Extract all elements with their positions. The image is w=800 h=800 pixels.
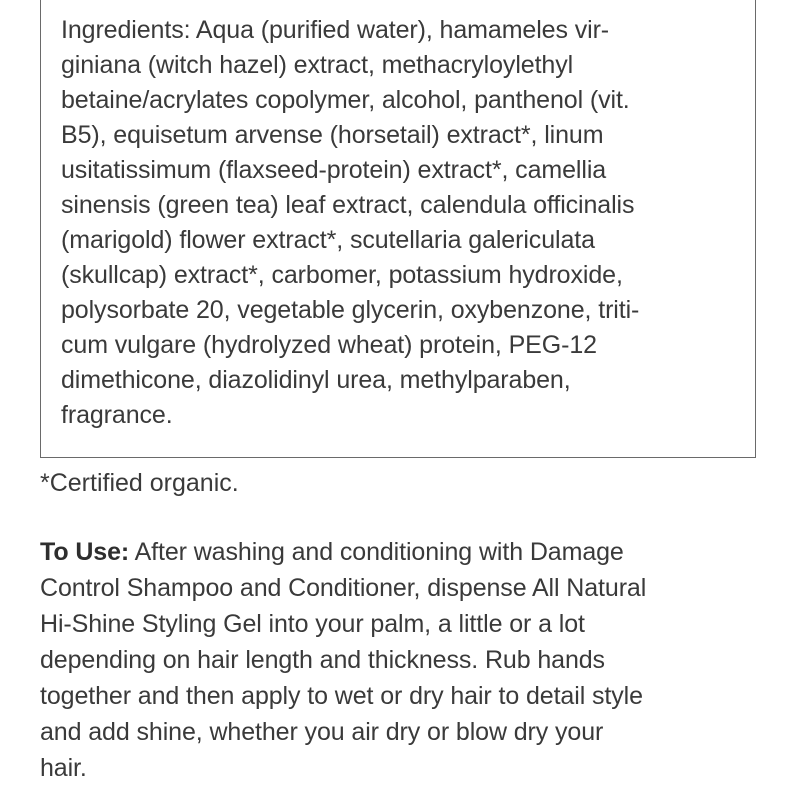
ingredients-line: (marigold) flower extract*, scutellaria galericulata bbox=[61, 226, 595, 254]
to-use-line: hair. bbox=[40, 754, 87, 782]
ingredients-line: fragrance. bbox=[61, 401, 173, 429]
to-use-line: and add shine, whether you air dry or blow dry your bbox=[40, 718, 604, 746]
ingredients-line: Ingredients: Aqua (purified water), hamameles vir- bbox=[61, 16, 610, 44]
ingredients-line: betaine/acrylates copolymer, alcohol, panthenol (vit. bbox=[61, 86, 630, 114]
to-use-line: together and then apply to wet or dry hair to detail style bbox=[40, 682, 643, 710]
ingredients-box bbox=[40, 0, 756, 458]
to-use-label: To Use: bbox=[40, 538, 130, 566]
to-use-first-line bbox=[40, 538, 624, 567]
to-use-line: Control Shampoo and Conditioner, dispense All Natural bbox=[40, 574, 647, 602]
ingredients-line: dimethicone, diazolidinyl urea, methylparaben, bbox=[61, 366, 571, 394]
to-use-first-line-text: After washing and conditioning with Damage bbox=[129, 538, 624, 566]
ingredients-line: giniana (witch hazel) extract, methacryloylethyl bbox=[61, 51, 574, 79]
ingredients-line: cum vulgare (hydrolyzed wheat) protein, PEG-12 bbox=[61, 331, 597, 359]
ingredients-line: B5), equisetum arvense (horsetail) extract*, linum bbox=[61, 121, 604, 149]
to-use-line: depending on hair length and thickness. Rub hands bbox=[40, 646, 605, 674]
ingredients-line: usitatissimum (flaxseed-protein) extract*, camellia bbox=[61, 156, 607, 184]
to-use-line: Hi-Shine Styling Gel into your palm, a little or a lot bbox=[40, 610, 585, 638]
certified-organic-footnote: *Certified organic. bbox=[40, 469, 239, 497]
ingredients-line: sinensis (green tea) leaf extract, calendula officinalis bbox=[61, 191, 635, 219]
ingredients-line: (skullcap) extract*, carbomer, potassium hydroxide, bbox=[61, 261, 623, 289]
ingredients-line: polysorbate 20, vegetable glycerin, oxybenzone, triti- bbox=[61, 296, 640, 324]
